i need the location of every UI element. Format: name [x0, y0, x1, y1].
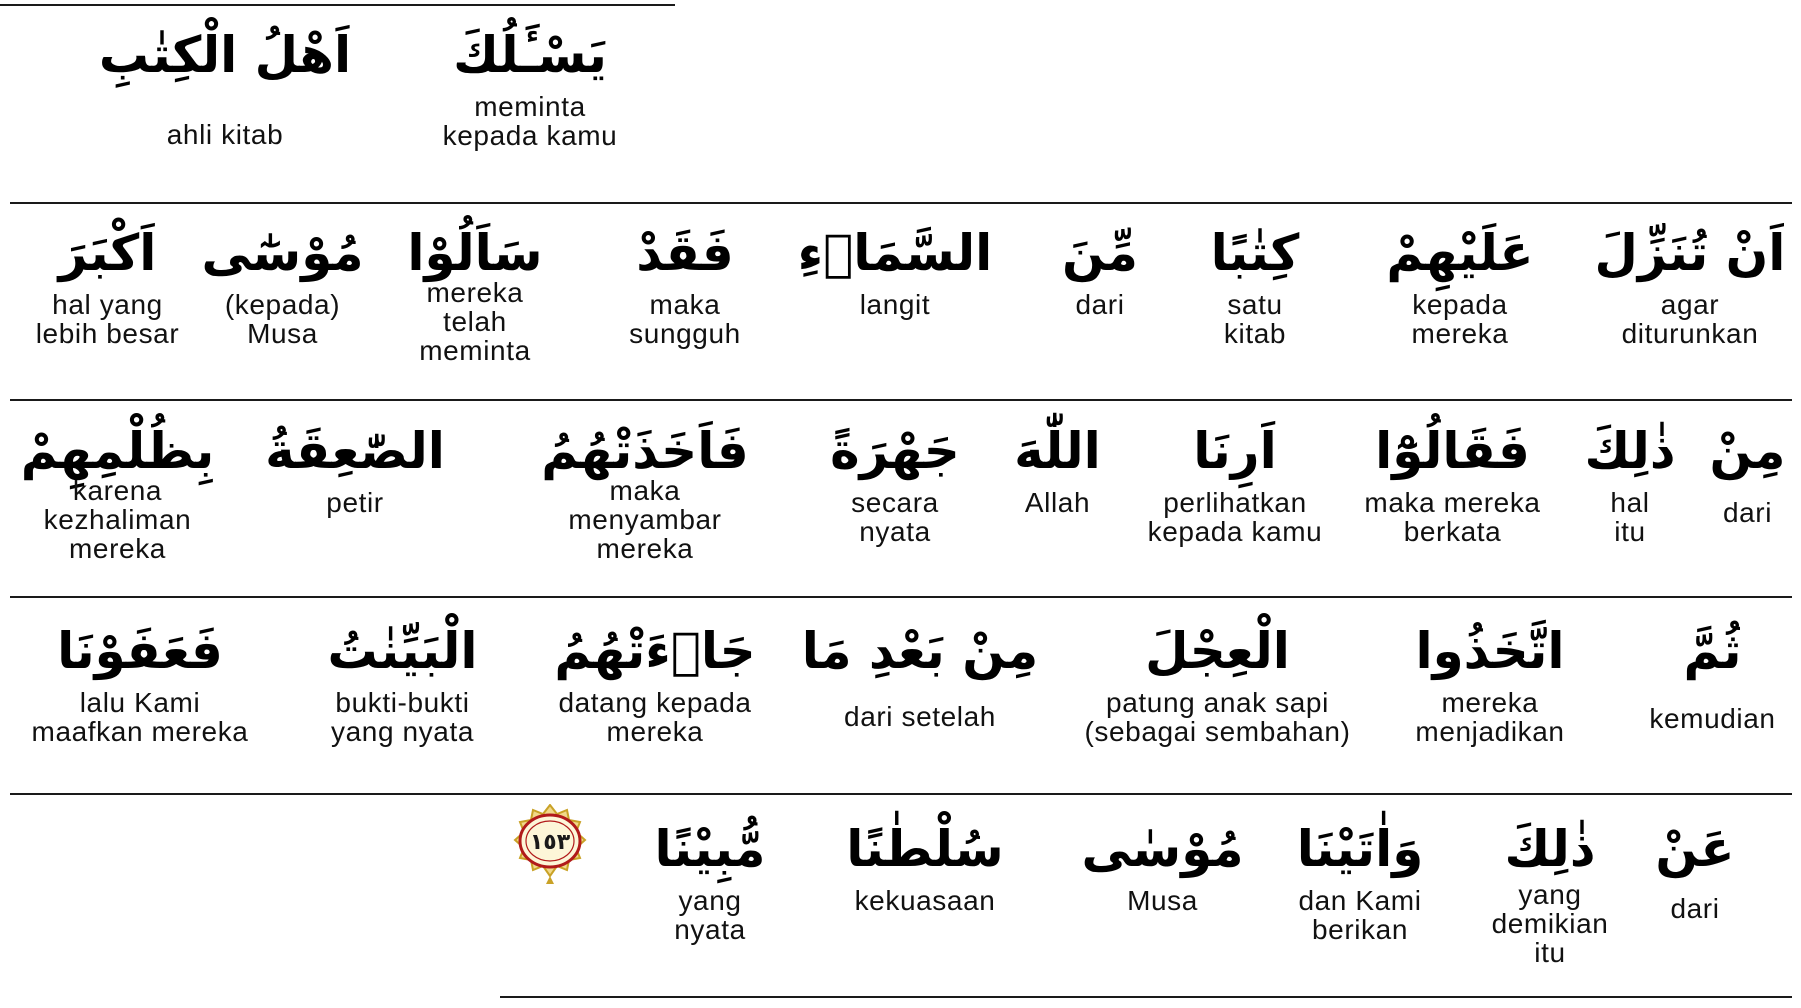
arabic-word: اتَّخَذُوا: [1415, 622, 1565, 680]
translation: langit: [859, 289, 931, 320]
arabic-word: مِنْ بَعْدِ مَا: [801, 622, 1039, 680]
word-cell: [1640, 808, 1750, 923]
word-cell: [1630, 610, 1795, 733]
translation: dari: [1670, 893, 1720, 924]
arabic-word: فَعَفَوْنَا: [57, 622, 223, 680]
word-cell: [1700, 410, 1795, 527]
word-cell: [255, 410, 455, 517]
arabic-word: فَقَدْ: [636, 224, 734, 282]
translation: maka sungguh: [629, 289, 741, 349]
arabic-word: كِتٰبًا: [1210, 224, 1300, 282]
arabic-word: مُّبِيْنًا: [654, 820, 766, 878]
translation: maka mereka berkata: [1364, 487, 1541, 547]
arabic-word: يَسْـَٔلُكَ: [453, 26, 607, 84]
translation: ahli kitab: [166, 119, 284, 150]
translation: satu kitab: [1223, 289, 1287, 349]
word-cell: [1130, 410, 1340, 546]
translation: dari setelah: [844, 701, 996, 732]
translation: yang demikian itu: [1491, 879, 1609, 968]
arabic-word: جَهْرَةً: [830, 422, 960, 480]
translation: dan Kami berikan: [1298, 885, 1422, 945]
divider: [10, 793, 1792, 795]
ayah-end-marker: [513, 804, 587, 884]
arabic-word: الْعِجْلَ: [1145, 622, 1290, 680]
word-cell: [800, 610, 1040, 731]
word-cell: [820, 410, 970, 546]
word-cell: [1470, 808, 1630, 967]
translation: maka menyambar mereka: [568, 475, 722, 564]
word-cell: [1075, 808, 1250, 915]
arabic-word: الْبَيِّنٰتُ: [327, 622, 478, 680]
divider: [0, 4, 675, 6]
word-cell: [1575, 410, 1685, 546]
translation: yang nyata: [674, 885, 746, 945]
arabic-word: السَّمَاۤءِ: [797, 224, 993, 282]
translation: patung anak sapi (sebagai sembahan): [1084, 687, 1351, 747]
word-cell: [10, 610, 270, 746]
translation: hal yang lebih besar: [35, 289, 180, 349]
arabic-word: مِّنَ: [1062, 224, 1138, 282]
translation: meminta kepada kamu: [442, 91, 618, 151]
word-cell: [20, 410, 215, 564]
arabic-word: عَلَيْهِمْ: [1386, 224, 1534, 282]
word-cell: [1050, 212, 1150, 319]
translation: karena kezhaliman mereka: [43, 475, 192, 564]
translation: perlihatkan kepada kamu: [1147, 487, 1323, 547]
word-cell: [1195, 212, 1315, 348]
translation: secara nyata: [851, 487, 939, 547]
word-cell: [201, 212, 364, 349]
word-cell: [15, 212, 200, 348]
arabic-word: اَهْلُ الْكِتٰبِ: [98, 26, 352, 84]
translation: datang kepada mereka: [558, 687, 752, 747]
word-cell: [535, 610, 775, 746]
word-cell: [400, 212, 550, 365]
translation: dari: [1722, 497, 1773, 528]
divider: [500, 996, 1792, 998]
translation: hal itu: [1610, 487, 1650, 547]
translation: lalu Kami maafkan mereka: [31, 687, 249, 747]
translation: kekuasaan: [854, 885, 996, 916]
word-cell: [541, 410, 749, 564]
translation: Allah: [1024, 487, 1091, 518]
word-cell: [797, 212, 993, 320]
translation: kemudian: [1649, 703, 1776, 734]
arabic-word: سُلْطٰنًا: [846, 820, 1004, 878]
translation: bukti-bukti yang nyata: [331, 687, 474, 747]
word-cell: [825, 808, 1025, 915]
translation: petir: [326, 487, 384, 518]
word-cell: [420, 14, 640, 150]
translation: Musa: [1127, 885, 1198, 916]
arabic-word: اَرِنَا: [1193, 422, 1277, 480]
word-cell: [1055, 610, 1380, 746]
word-cell: [1590, 212, 1790, 348]
arabic-word: جَاۤءَتْهُمُ: [554, 622, 756, 680]
word-cell: [630, 808, 790, 944]
arabic-word: اَكْبَرَ: [58, 224, 157, 282]
arabic-word: ثُمَّ: [1683, 622, 1742, 680]
word-cell: [60, 14, 390, 149]
word-cell: [1370, 212, 1550, 348]
arabic-word: مِنْ: [1709, 422, 1786, 480]
arabic-word: اللّٰهَ: [1014, 422, 1101, 480]
arabic-word: فَقَالُوْٓا: [1375, 422, 1530, 480]
arabic-word: ذٰلِكَ: [1504, 820, 1596, 878]
arabic-word: عَنْ: [1655, 820, 1735, 878]
arabic-word: مُوْسٰٓى: [201, 224, 364, 282]
arabic-word: سَاَلُوْا: [407, 224, 543, 282]
arabic-word: وَاٰتَيْنَا: [1296, 820, 1424, 878]
word-cell: [1345, 410, 1560, 546]
translation: mereka telah meminta: [419, 277, 531, 366]
translation: (kepada) Musa: [224, 289, 341, 349]
translation: mereka menjadikan: [1415, 687, 1565, 747]
divider: [10, 596, 1792, 598]
ayah-number: ١٥٣: [529, 830, 571, 855]
arabic-word: اَنْ تُنَزِّلَ: [1594, 224, 1786, 282]
word-cell: [1270, 808, 1450, 944]
arabic-word: مُوْسٰى: [1081, 820, 1244, 878]
divider: [10, 202, 1792, 204]
divider: [10, 399, 1792, 401]
translation: dari: [1075, 289, 1125, 320]
arabic-word: فَاَخَذَتْهُمُ: [541, 422, 749, 480]
word-cell: [1400, 610, 1580, 746]
medallion-tip: [546, 876, 554, 884]
translation: kepada mereka: [1411, 289, 1509, 349]
word-cell: [1005, 410, 1110, 517]
arabic-word: ذٰلِكَ: [1584, 422, 1676, 480]
word-cell: [610, 212, 760, 348]
arabic-word: الصّٰعِقَةُ: [265, 422, 445, 480]
word-cell: [310, 610, 495, 746]
arabic-word: بِظُلْمِهِمْ: [20, 422, 215, 480]
translation: agar diturunkan: [1621, 289, 1759, 349]
